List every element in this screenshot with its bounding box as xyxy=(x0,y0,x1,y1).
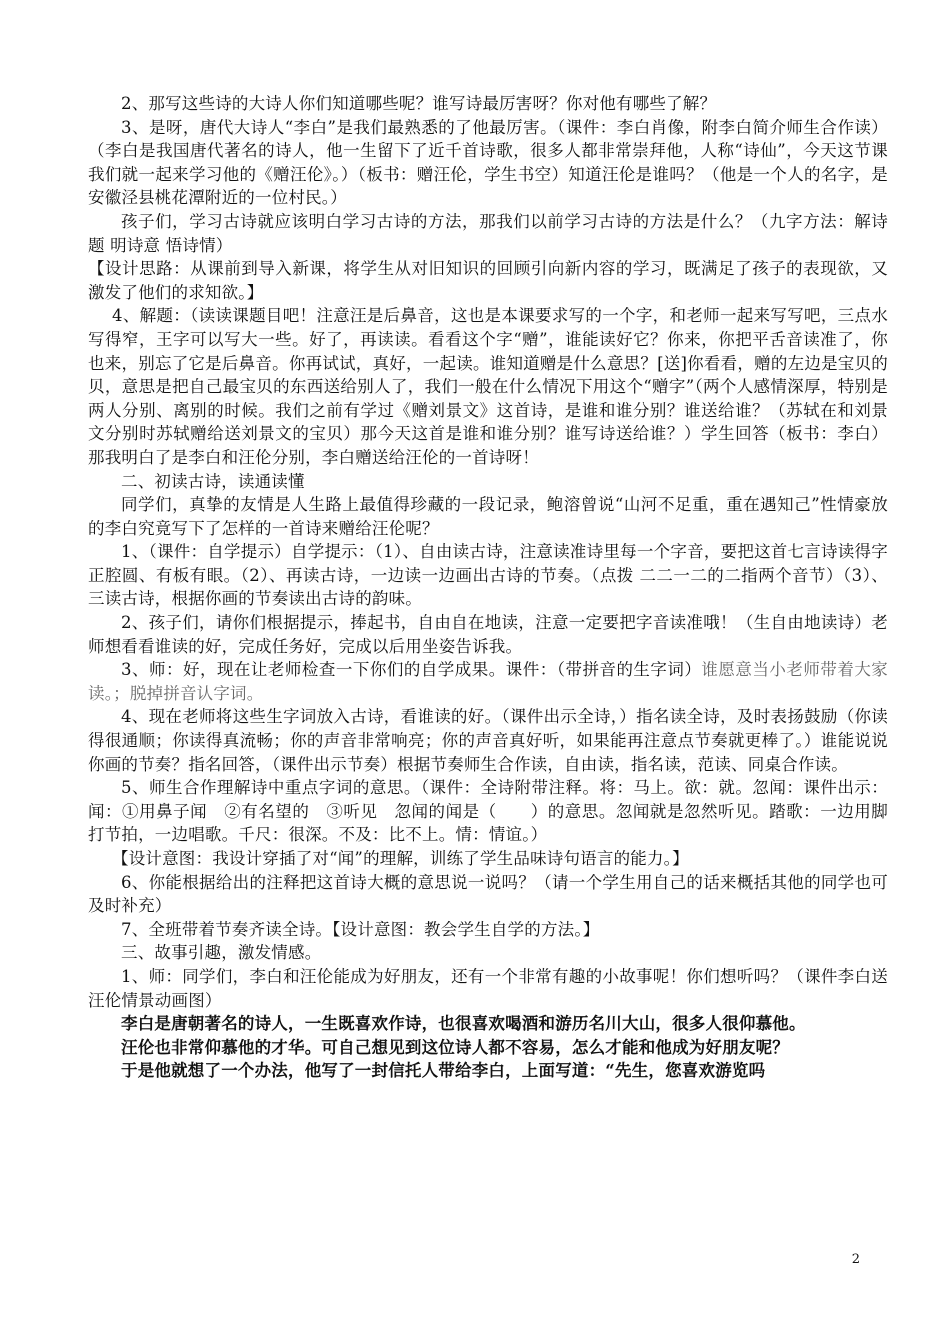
paragraph-text: 3、师：好，现在让老师检查一下你们的自学成果。课件：（带拼音的生字词） xyxy=(121,660,702,680)
paragraph: 孩子们，学习古诗就应该明白学习古诗的方法，那我们以前学习古诗的方法是什么？（九字方法：解诗题 明诗意 悟诗情） xyxy=(88,211,888,255)
paragraph: 5、师生合作理解诗中重点字词的意思。（课件：全诗附带注释。将：马上。欲：就。忽闻：课件出示：闻：①用鼻子闻 ②有名望的 ③听见 忽闻的闻是（ ）的意思。忽闻就是忽然听见。踏歌：一边用脚打节拍，一边唱歌。千尺：很深。不及：比不上。情：情谊。） xyxy=(88,778,888,845)
paragraph-text-gray: 谁愿意当小老师带着大家读。；脱掉拼音认字词。 xyxy=(88,660,889,703)
story-paragraph: 李白是唐朝著名的诗人，一生既喜欢作诗，也很喜欢喝酒和游历名川大山，很多人很仰慕他。 xyxy=(121,1014,806,1034)
page-number: 2 xyxy=(851,1252,860,1267)
document-body xyxy=(88,92,888,1083)
paragraph: 1、师：同学们，李白和汪伦能成为好朋友，还有一个非常有趣的小故事呢！你们想听吗？（课件李白送汪伦情景动画图） xyxy=(88,966,888,1010)
paragraph: 4、现在老师将这些生字词放入古诗，看谁读的好。（课件出示全诗，）指名读全诗，及时表扬鼓励（你读得很通顺；你读得真流畅；你的声音非常响亮；你的声音真好听，如果能再注意点节奏就更棒了。）谁能说说你画的节奏？指名回答，（课件出示节奏）根据节奏师生合作读，自由读，指名读，范读、同桌合作读。 xyxy=(88,707,888,774)
section-heading: 二、初读古诗，读通读懂 xyxy=(121,471,305,491)
paragraph xyxy=(88,658,888,705)
paragraph: 2、那写这些诗的大诗人你们知道哪些呢？谁写诗最厉害呀？你对他有哪些了解？ xyxy=(121,94,717,113)
design-note: 【设计意图：我设计穿插了对“闻”的理解，训练了学生品味诗句语言的能力。】 xyxy=(112,849,689,868)
paragraph: 同学们，真挚的友情是人生路上最值得珍藏的一段记录，鲍溶曾说“山河不足重，重在遇知己”性情豪放的李白究竟写下了怎样的一首诗来赠给汪伦呢？ xyxy=(88,495,888,538)
section-heading: 三、故事引趣，激发情感。 xyxy=(121,943,322,963)
story-paragraph: 汪伦也非常仰慕他的才华。可自己想见到这位诗人都不容易，怎么才能和他成为好朋友呢？ xyxy=(121,1037,789,1057)
paragraph: 4、解题：（读读课题目吧！注意汪是后鼻音，这也是本课要求写的一个字，和老师一起来写写吧，三点水写得窄，王字可以写大一些。好了，再读读。看看这个字“赠”，谁能读好它？你来，你把平舌音读准了，你也来，别忘了它是后鼻音。你再试试，真好，一起读。谁知道赠是什么意思？[送]你看看，赠的左边是宝贝的贝，意思是把自己最宝贝的东西送给别人了，我们一般在什么情况下用这个“赠字”（两个人感情深厚，特别是两人分别、离别的时候。我们之前有学过《赠刘景文》这首诗，是谁和谁分别？谁送给谁？（苏轼在和刘景文分别时苏轼赠给送刘景文的宝贝）那今天这首是谁和谁分别？谁写诗送给谁？）学生回答（板书：李白）那我明白了是李白和汪伦分别，李白赠送给汪伦的一首诗呀！ xyxy=(88,306,888,467)
design-note: 【设计思路：从课前到导入新课，将学生从对旧知识的回顾引向新内容的学习，既满足了孩子的表现欲，又激发了他们的求知欲。】 xyxy=(88,259,888,302)
paragraph: 7、全班带着节奏齐读全诗。【设计意图：教会学生自学的方法。】 xyxy=(121,919,600,939)
paragraph: 2、孩子们，请你们根据提示，捧起书，自由自在地读，注意一定要把字音读准哦！（生自由地读诗）老师想看看谁读的好，完成任务好，完成以后用坐姿告诉我。 xyxy=(88,613,888,656)
story-paragraph: 于是他就想了一个办法，他写了一封信托人带给李白，上面写道：“先生，您喜欢游览吗 xyxy=(121,1061,766,1081)
paragraph: 1、（课件：自学提示）自学提示：（1）、自由读古诗，注意读准诗里每一个字音，要把这首七言诗读得字正腔圆、有板有眼。（2）、再读古诗，一边读一边画出古诗的节奏。（点拨 二二一二的二指两个音节）（3）、三读古诗，根据你画的节奏读出古诗的韵味。 xyxy=(88,542,888,609)
paragraph: 3、是呀，唐代大诗人“李白”是我们最熟悉的了他最厉害。（课件：李白肖像，附李白简介师生合作读）（李白是我国唐代著名的诗人，他一生留下了近千首诗歌，很多人都非常崇拜他，人称“诗仙”，今天这节课我们就一起来学习他的《赠汪伦》。）（板书：赠汪伦，学生书空）知道汪伦是谁吗？（他是一个人的名字，是安徽泾县桃花潭附近的一位村民。） xyxy=(88,117,888,208)
paragraph: 6、你能根据给出的注释把这首诗大概的意思说一说吗？（请一个学生用自己的话来概括其他的同学也可及时补充） xyxy=(88,872,888,916)
